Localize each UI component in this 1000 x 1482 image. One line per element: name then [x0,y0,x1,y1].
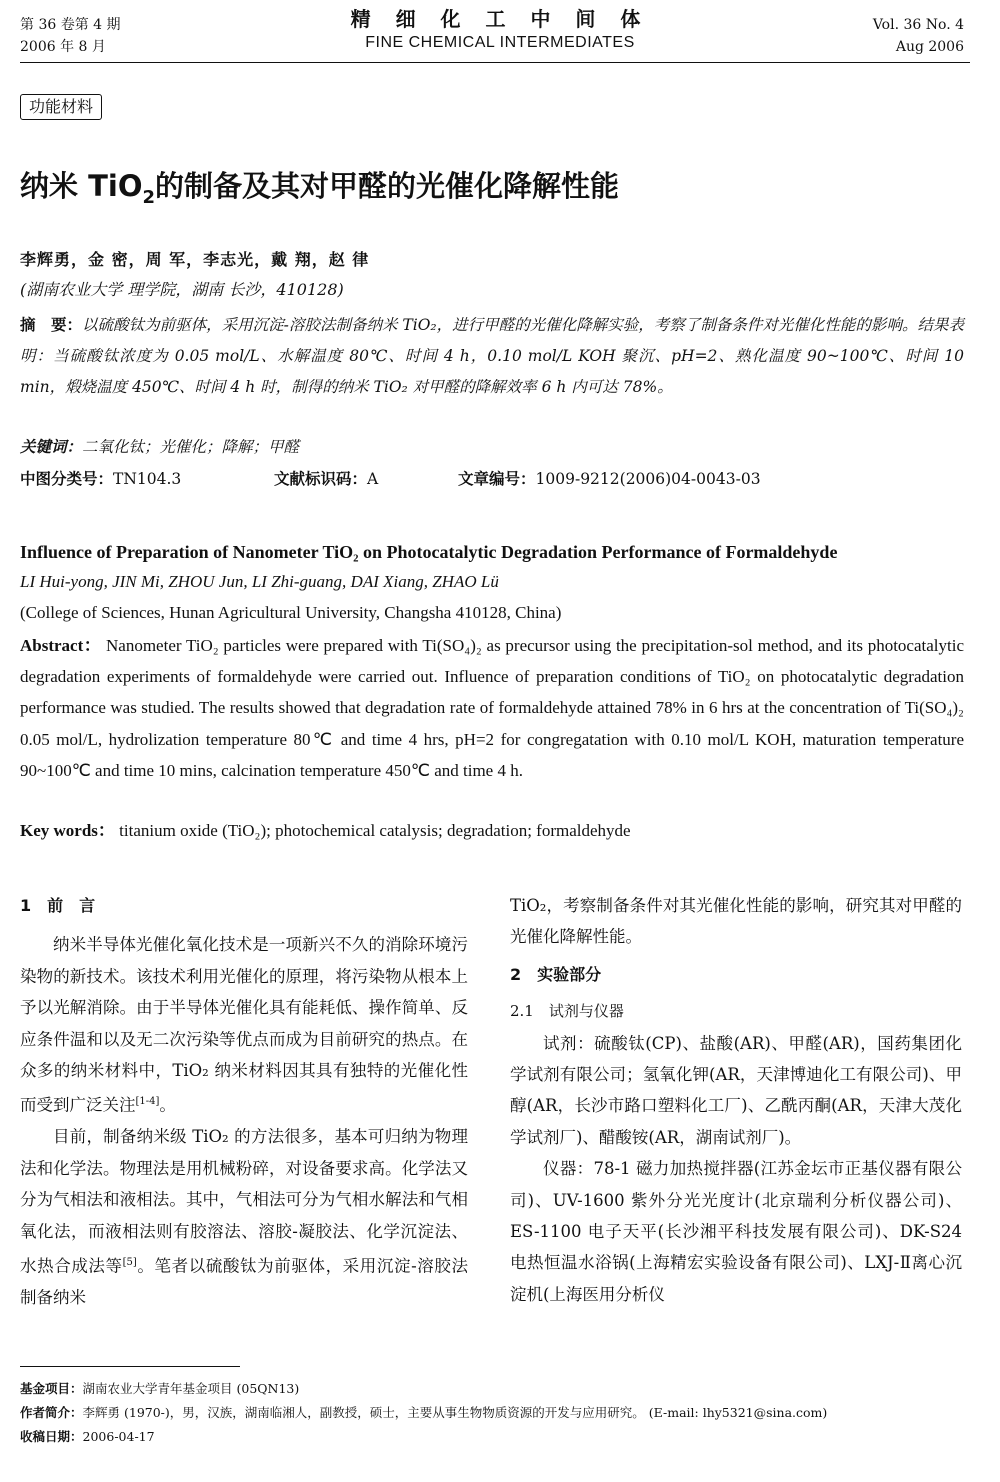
authors-en: LI Hui-yong, JIN Mi, ZHOU Jun, LI Zhi-guang, DAI Xiang, ZHAO Lü [20,572,499,591]
volume-issue-en: Vol. 36 No. 4 [872,17,964,33]
citation-5: [5] [122,1256,137,1268]
journal-name-zh: 精 细 化 工 中 间 体 [350,7,650,31]
doc-value: A [367,470,379,488]
doc-code [274,466,378,492]
author-bio-label: 作者简介： [20,1405,83,1420]
section-2-heading: 2 实验部分 [510,964,602,984]
paragraph-intro-1-end: 。 [159,1095,176,1115]
journal-masthead [300,6,700,54]
affiliation-en: (College of Sciences, Hunan Agricultural University, Changsha 410128, China) [20,603,562,622]
header-rule [20,62,970,63]
body-column-left [20,890,468,1313]
art-label: 文章编号： [458,470,536,488]
clc-label: 中图分类号： [20,470,114,488]
paragraph-intro-1-text: 纳米半导体光催化氧化技术是一项新兴不久的消除环境污染物的新技术。该技术利用光催化的原理，将污染物从根本上予以光解消除。由于半导体光催化具有能耗低、操作简单、反应条件温和以及无二次污染等优点而成为目前研究的热点。在众多的纳米材料中，TiO₂ 纳米材料因其具有独特的光催化性而受到广泛关注 [20,935,468,1115]
abstract-en [20,630,964,786]
footnote-received [20,1428,980,1446]
date-en: Aug 2006 [895,39,964,55]
footnote-author [20,1404,980,1422]
affiliation-zh: (湖南农业大学 理学院，湖南 长沙，410128) [20,280,344,299]
paragraph-reagents: 试剂：硫酸钛(CP)、盐酸(AR)、甲醛(AR)，国药集团化学试剂有限公司；氢氧化钾(AR，天津博迪化工有限公司)、甲醇(AR，长沙市路口塑料化工厂)、乙酰丙酮(AR，天津大茂化学试剂厂)、醋酸铵(AR，湖南试剂厂)。 [510,1033,962,1147]
paragraph-intro-2-end: 。笔者以硫酸钛为前驱体，采用沉淀-溶胶法制备纳米 [20,1256,469,1307]
section-2-1-heading: 2.1 试剂与仪器 [510,1002,624,1021]
footnote-fund [20,1380,980,1398]
paragraph-instruments: 仪器：78-1 磁力加热搅拌器(江苏金坛市正基仪器有限公司)、UV-1600 紫外分光光度计(北京瑞利分析仪器公司)、ES-1100 电子天平(长沙湘平科技发展有限公司)、DK-S24 电热恒温水浴锅(上海精宏实验设备有限公司)、LXJ-Ⅱ离心沉淀机(上海医用分析仪 [510,1159,962,1304]
abstract-en-text: Nanometer TiO₂ particles were prepared with Ti(SO₄)₂ as precursor using the precipitation-sol method, and its photocatalytic degradation experiments of formaldehyde were carried out. Influence of preparation conditions of TiO₂ on photocatalytic degradation performance was studied. The results showed that degradation rate of formaldehyde attained 78% in 6 hrs at the concentration of Ti(SO₄)₂ 0.05 mol/L, hydrolization temperature 80℃ and time 4 hrs, pH=2 for congregatation with 0.10 mol/L KOH, maturation temperature 90~100℃ and time 10 mins, calcination temperature 450℃ and time 4 h. [20,636,964,780]
paragraph-intro-2-text: 目前，制备纳米级 TiO₂ 的方法很多，基本可归纳为物理法和化学法。物理法是用机械粉碎，对设备要求高。化学法又分为气相法和液相法。其中，气相法可分为气相水解法和气相氧化法，而液相法则有胶溶法、溶胶-凝胶法、化学沉淀法、水热合成法等 [20,1127,468,1276]
journal-name-en: FINE CHEMICAL INTERMEDIATES [365,34,635,51]
paragraph-intro-cont: TiO₂，考察制备条件对其光催化性能的影响，研究其对甲醛的光催化降解性能。 [510,896,962,947]
date-zh: 2006 年 8 月 [20,39,106,55]
fund-text: 湖南农业大学青年基金项目 (05QN13) [82,1381,300,1396]
title-part-1: 纳米 TiO [20,169,143,203]
fund-label: 基金项目： [20,1381,83,1396]
title-subscript: 2 [142,186,156,208]
keywords-en [20,818,631,844]
citation-1-4: [1-4] [135,1096,160,1108]
abstract-zh [20,310,964,403]
header-volume-en [873,14,964,58]
received-date: 2006-04-17 [82,1429,155,1444]
paper-title-zh [20,166,619,218]
paper-title-en: Influence of Preparation of Nanometer TiO₂ on Photocatalytic Degradation Performance of Formaldehyde [20,542,838,562]
abstract-zh-label: 摘 要： [20,316,83,334]
abstract-en-label: Abstract： [20,636,102,655]
title-part-2: 的制备及其对甲醛的光催化降解性能 [155,169,620,203]
clc-number [20,466,181,492]
paragraph-intro-1 [20,929,468,1121]
author-bio-text: 李辉勇 (1970-)，男，汉族，湖南临湘人，副教授，硕士，主要从事生物物质资源的开发与应用研究。 (E-mail: lhy5321@sina.com) [82,1405,828,1420]
paragraph-intro-2 [20,1121,468,1313]
footnote-rule [20,1366,240,1367]
keywords-zh [20,434,299,460]
clc-value: TN104.3 [113,470,182,488]
authors-zh: 李辉勇，金 密，周 军，李志光，戴 翔，赵 律 [20,250,370,269]
abstract-zh-text: 以硫酸钛为前驱体，采用沉淀-溶胶法制备纳米 TiO₂，进行甲醛的光催化降解实验，考察了制备条件对光催化性能的影响。结果表明：当硫酸钛浓度为 0.05 mol/L、水解温度 80℃、时间 4 h，0.10 mol/L KOH 聚沉、pH=2、熟化温度 90~100℃、时间 10 min，煅烧温度 450℃、时间 4 h 时，制得的纳米 TiO₂ 对甲醛的降解效率 6 h 内可达 78%。 [20,316,964,396]
article-number [458,466,761,492]
header-volume-zh [20,14,121,58]
keywords-zh-label: 关键词： [20,438,83,456]
section-tag: 功能材料 [20,94,102,120]
section-1-heading: 1 前 言 [20,896,96,915]
volume-issue-zh: 第 36 卷第 4 期 [20,17,121,33]
body-column-right [510,890,962,1310]
art-value: 1009-9212(2006)04-0043-03 [535,470,761,488]
received-label: 收稿日期： [20,1429,83,1444]
keywords-zh-text: 二氧化钛；光催化；降解；甲醛 [82,438,300,456]
doc-label: 文献标识码： [274,470,368,488]
keywords-en-text: titanium oxide (TiO₂); photochemical catalysis; degradation; formaldehyde [119,821,631,840]
keywords-en-label: Key words： [20,821,115,840]
